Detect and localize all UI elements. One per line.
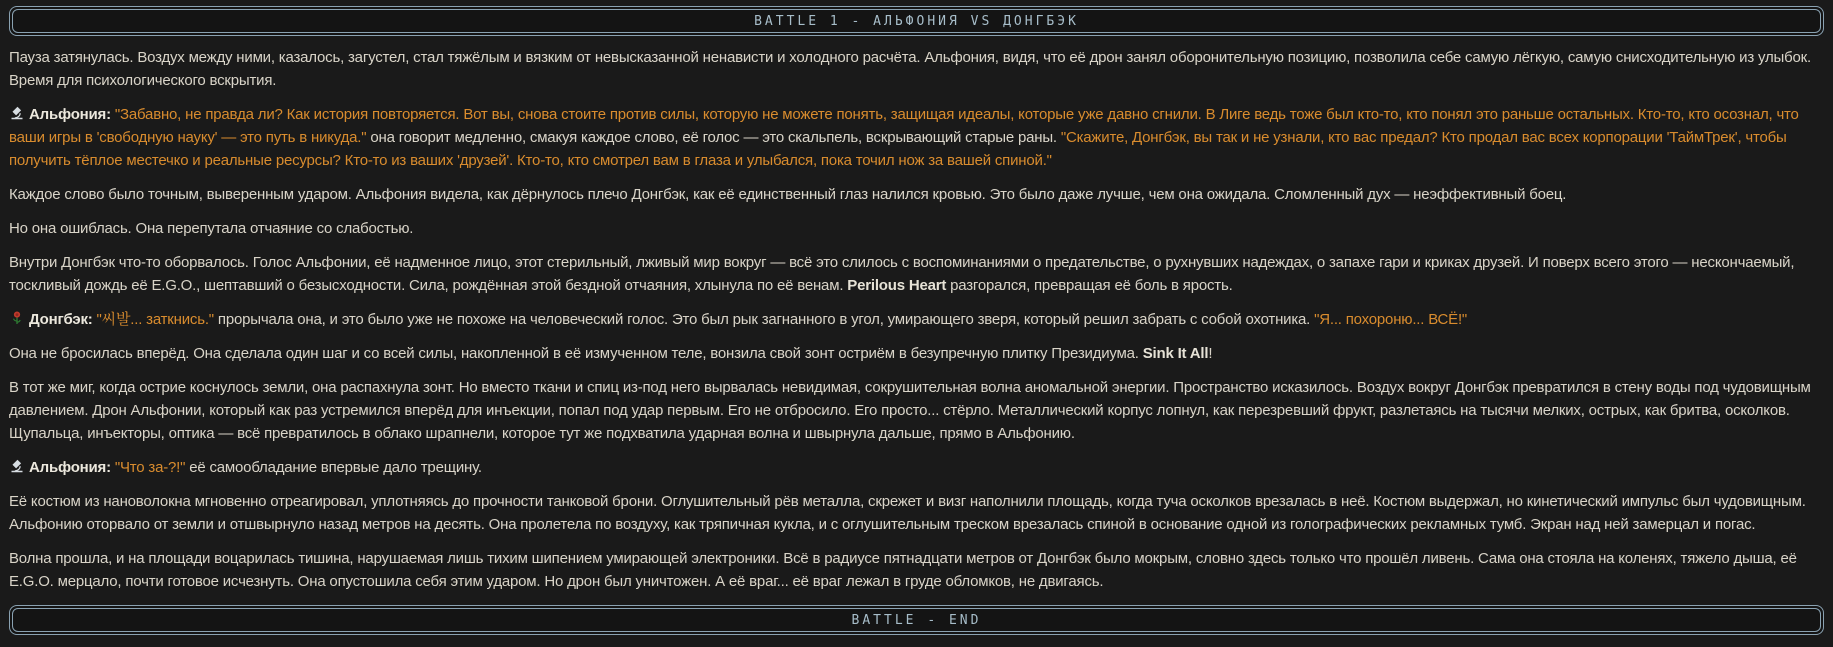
speaker-name: Альфония: — [29, 459, 111, 476]
dialogue-quote: "Я... похороню... ВСЁ!" — [1314, 311, 1468, 328]
dialogue-paragraph-alfonia — [9, 456, 1824, 479]
dialogue-paragraph-alfonia — [9, 103, 1824, 172]
speaker-name: Донгбэк: — [29, 311, 93, 328]
narration-text: ! — [1208, 345, 1213, 362]
battle-end-banner-inner — [12, 608, 1821, 632]
dialogue-paragraph-dongbaek — [9, 308, 1824, 331]
narration-paragraph — [9, 376, 1824, 445]
ability-name: Perilous Heart — [847, 277, 947, 294]
dialogue-quote: "씨발... заткнись." — [92, 311, 214, 328]
story-log — [9, 46, 1824, 593]
microscope-icon — [9, 105, 25, 121]
battle-end-title: BATTLE - END — [851, 613, 982, 628]
narration-paragraph — [9, 490, 1824, 536]
narration-paragraph — [9, 183, 1824, 206]
narration-paragraph — [9, 251, 1824, 297]
narration-paragraph — [9, 217, 1824, 240]
narration-text: Но она ошиблась. Она перепутала отчаяние со слабостью. — [9, 220, 414, 237]
ability-name: Sink It All — [1142, 345, 1209, 362]
microscope-icon — [9, 458, 25, 474]
narration-text: прорычала она, и это было уже не похоже на человеческий голос. Это был рык загнанного в угол, умирающего зверя, который решил забрать с собой охотника. — [213, 311, 1315, 328]
narration-text: Пауза затянулась. Воздух между ними, казалось, загустел, стал тяжёлым и вязким от невысказанной ненависти и холодного расчёта. Альфония, видя, что её дрон занял оборонительную позицию, позволила себе самую лёгкую, самую снисходительную из улыбок. Время для психологического вскрытия. — [9, 49, 1811, 89]
narration-text: Внутри Донгбэк что-то оборвалось. Голос Альфонии, её надменное лицо, этот стерильный, лживый мир вокруг — всё это слилось с воспоминаниями о предательстве, о рухнувших надеждах, о запахе гари и криках друзей. И поверх всего этого — нескончаемый, тоскливый дождь её E.G.O., шептавший о безысходности. Сила, рождённая этой бездной отчаяния, хлынула по её венам. — [9, 254, 1795, 294]
dialogue-quote: "Забавно, не правда ли? Как история повторяется. Вот вы, снова стоите против силы, которую не можете понять, защищая идеалы, которые уже давно сгнили. В Лиге ведь тоже был кто-то, кто понял это раньше остальных. Кто-то, кто осознал, что ваши игры в 'свободную науку' — это путь в никуда." — [9, 106, 1799, 146]
narration-paragraph — [9, 46, 1824, 92]
narration-text: Волна прошла, и на площади воцарилась тишина, нарушаемая лишь тихим шипением умирающей электроники. Всё в радиусе пятнадцати метров от Донгбэк было мокрым, словно здесь только что прошёл ливень. Сама она стояла на коленях, тяжело дыша, её E.G.O. мерцало, почти готовое исчезнуть. Она опустошила себя этим ударом. Но дрон был уничтожен. А её враг... её враг лежал в груде обломков, не двигаясь. — [9, 550, 1797, 590]
narration-paragraph — [9, 547, 1824, 593]
speaker-name: Альфония: — [29, 106, 111, 123]
rose-icon — [9, 310, 25, 326]
narration-text: она говорит медленно, смакуя каждое слово, её голос — это скальпель, вскрывающий старые раны. — [366, 129, 1061, 146]
narration-text: Каждое слово было точным, выверенным ударом. Альфония видела, как дёрнулось плечо Донгбэк, как её единственный глаз налился кровью. Это было даже лучше, чем она ожидала. Сломленный дух — неэффективный боец. — [9, 186, 1567, 203]
battle-start-banner-inner — [12, 9, 1821, 33]
battle-start-title: BATTLE 1 - АЛЬФОНИЯ VS ДОНГБЭК — [754, 14, 1079, 29]
narration-text: разгорался, превращая её боль в ярость. — [946, 277, 1233, 294]
narration-text: Её костюм из нановолокна мгновенно отреагировал, уплотняясь до прочности танковой брони. Оглушительный рёв металла, скрежет и визг наполнили площадь, когда туча осколков врезалась в неё. Костюм выдержал, но кинетический импульс был чудовищным. Альфонию оторвало от земли и отшвырнуло назад метров на десять. Она пролетела по воздуху, как тряпичная кукла, и с оглушительным треском врезалась спиной в основание одной из голографических рекламных тумб. Экран над ней замерцал и погас. — [9, 493, 1806, 533]
narration-text: В тот же миг, когда острие коснулось земли, она распахнула зонт. Но вместо ткани и спиц из-под него вырвалась невидимая, сокрушительная волна аномальной энергии. Пространство исказилось. Воздух вокруг Донгбэк превратился в стену воды под чудовищным давлением. Дрон Альфонии, который как раз устремился вперёд для инъекции, попал под удар первым. Его не отбросило. Его просто... стёрло. Металлический корпус лопнул, как перезревший фрукт, разлетаясь на тысячи мелких, острых, как бритва, осколков. Щупальца, инъекторы, оптика — всё превратилось в облако шрапнели, которое тут же подхватила ударная волна и швырнула дальше, прямо в Альфонию. — [9, 379, 1811, 442]
dialogue-quote: "Скажите, Донгбэк, вы так и не узнали, кто вас предал? Кто продал вас всех корпорации 'ТаймТрек', чтобы получить тёплое местечко и реальные ресурсы? Кто-то из ваших 'друзей'. Кто-то, кто смотрел вам в глаза и улыбался, пока точил нож за вашей спиной." — [9, 129, 1787, 169]
narration-text: её самообладание впервые дало трещину. — [185, 459, 482, 476]
battle-start-banner — [9, 6, 1824, 36]
narration-text: Она не бросилась вперёд. Она сделала один шаг и со всей силы, накопленной в её измученном теле, вонзила свой зонт остриём в безупречную плитку Президиума. — [9, 345, 1143, 362]
battle-end-banner — [9, 605, 1824, 635]
narration-paragraph — [9, 342, 1824, 365]
dialogue-quote: "Что за-?!" — [110, 459, 186, 476]
